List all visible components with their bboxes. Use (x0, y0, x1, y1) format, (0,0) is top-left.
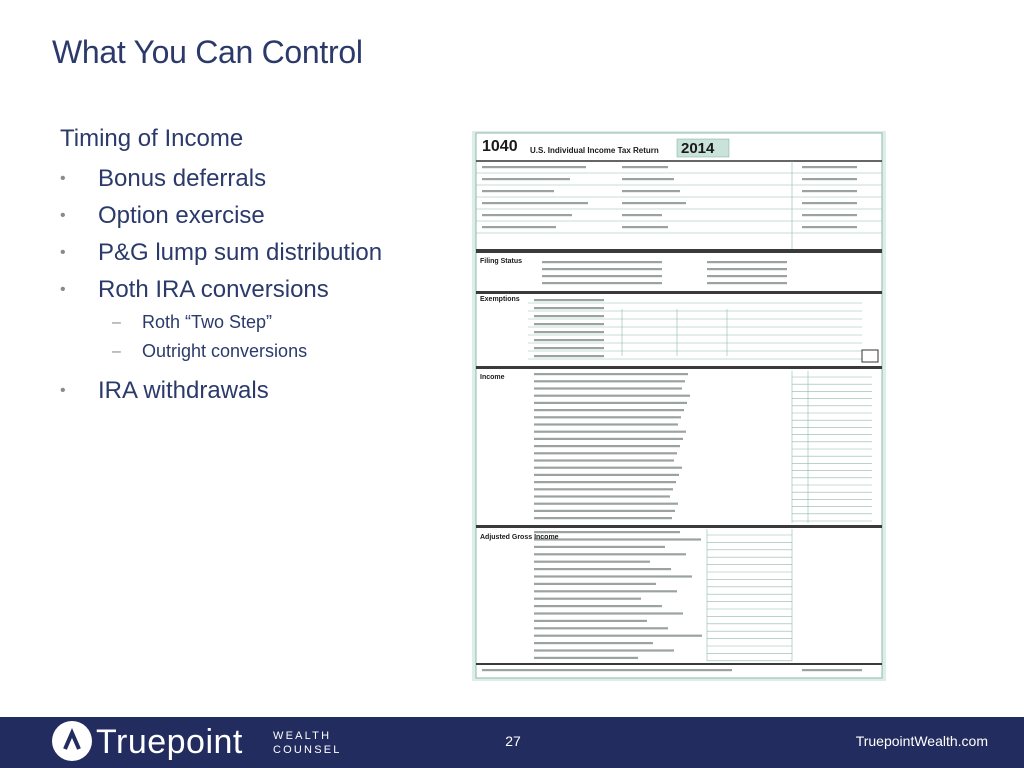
filing-status-text (707, 275, 787, 277)
exemption-text (534, 323, 604, 325)
income-line-text (534, 402, 687, 404)
form-side-text (802, 226, 857, 228)
exemption-text (534, 331, 604, 333)
income-line-text (534, 438, 683, 440)
form-side-text (802, 214, 857, 216)
income-line-text (534, 452, 677, 454)
income-line-text (534, 517, 672, 519)
section-income: Income (480, 374, 505, 381)
income-line-text (534, 474, 679, 476)
filing-status-text (542, 282, 662, 284)
form-year: 2014 (681, 140, 715, 157)
section-agi: Adjusted Gross Income (480, 534, 559, 541)
agi-line-text (534, 657, 638, 659)
income-line-text (534, 510, 675, 512)
agi-line-text (534, 598, 641, 600)
income-line-text (534, 373, 688, 375)
section-heading: Timing of Income (60, 125, 244, 152)
filing-status-text (542, 261, 662, 263)
income-line-text (534, 395, 690, 397)
agi-line-text (534, 553, 686, 555)
income-line-text (534, 387, 682, 389)
sub-bullet-two-step: – Roth “Two Step” (60, 308, 450, 337)
exemption-text (534, 299, 604, 301)
agi-line-text (534, 568, 671, 570)
filing-status-text (542, 268, 662, 270)
income-line-text (534, 416, 681, 418)
exemption-text (534, 339, 604, 341)
bullet-item-roth-conversions: • Roth IRA conversions (60, 271, 450, 308)
form-header-text (482, 214, 572, 216)
form-header-text (622, 214, 662, 216)
income-line-text (534, 481, 676, 483)
form-number: 1040 (482, 138, 518, 155)
agi-line-text (534, 635, 702, 637)
bullet-item-ira-withdrawals: • IRA withdrawals (60, 372, 450, 409)
logo-wordmark: Truepoint (96, 723, 243, 761)
exemption-text (534, 307, 604, 309)
agi-line-text (534, 649, 674, 651)
section-exemptions: Exemptions (480, 296, 520, 303)
filing-status-text (707, 282, 787, 284)
truepoint-logo-icon (52, 721, 92, 761)
form-1040-image (472, 131, 886, 681)
income-line-text (534, 409, 684, 411)
agi-line-text (534, 590, 677, 592)
form-side-text (802, 202, 857, 204)
income-line-text (534, 503, 678, 505)
agi-line-text (534, 546, 665, 548)
income-line-text (534, 380, 685, 382)
slide-title: What You Can Control (52, 34, 363, 70)
filing-status-text (542, 275, 662, 277)
filing-status-text (707, 268, 787, 270)
income-line-text (534, 495, 670, 497)
page-number: 27 (505, 733, 521, 749)
form-side-text (802, 190, 857, 192)
income-line-text (534, 423, 678, 425)
logo-subtitle (273, 729, 342, 757)
filing-status-text (707, 261, 787, 263)
form-header-text (622, 202, 686, 204)
bullet-item-option-exercise: • Option exercise (60, 197, 450, 234)
form-footer-text (482, 669, 732, 671)
form-header-text (482, 202, 588, 204)
form-1040-drawing (472, 131, 886, 681)
logo-caret-icon (52, 721, 92, 761)
form-header-text (482, 226, 556, 228)
bullet-list-continued (60, 372, 450, 409)
logo-sub-wealth: WEALTH (273, 730, 332, 742)
income-line-text (534, 488, 673, 490)
form-header-text (622, 166, 668, 168)
exemption-text (534, 347, 604, 349)
website-link[interactable]: TruepointWealth.com (855, 733, 988, 749)
bullet-list (60, 160, 450, 308)
income-line-text (534, 467, 682, 469)
income-line-text (534, 431, 686, 433)
agi-line-text (534, 620, 647, 622)
income-line-text (534, 445, 680, 447)
form-footer-text (802, 669, 862, 671)
agi-line-text (534, 538, 701, 540)
sub-bullet-list (60, 308, 450, 366)
slide-content (60, 124, 450, 409)
bullet-item-bonus-deferrals: • Bonus deferrals (60, 160, 450, 197)
agi-line-text (534, 561, 650, 563)
form-header-text (622, 190, 680, 192)
sub-bullet-outright: – Outright conversions (60, 337, 450, 366)
footer-bar (0, 717, 1024, 768)
agi-line-text (534, 583, 656, 585)
agi-line-text (534, 642, 653, 644)
income-line-text (534, 459, 674, 461)
form-header-text (482, 166, 586, 168)
agi-line-text (534, 575, 692, 577)
form-side-text (802, 178, 857, 180)
agi-line-text (534, 605, 662, 607)
bullet-item-lump-sum: • P&G lump sum distribution (60, 234, 450, 271)
form-header-text (622, 226, 668, 228)
agi-line-text (534, 627, 668, 629)
exemption-text (534, 315, 604, 317)
form-header-text (622, 178, 674, 180)
form-header-text (482, 190, 554, 192)
agi-line-text (534, 612, 683, 614)
form-title: U.S. Individual Income Tax Return (530, 146, 659, 155)
logo-sub-counsel: COUNSEL (273, 744, 342, 756)
exemption-text (534, 355, 604, 357)
form-side-text (802, 166, 857, 168)
form-header-text (482, 178, 570, 180)
section-filing-status: Filing Status (480, 258, 522, 265)
agi-line-text (534, 531, 680, 533)
